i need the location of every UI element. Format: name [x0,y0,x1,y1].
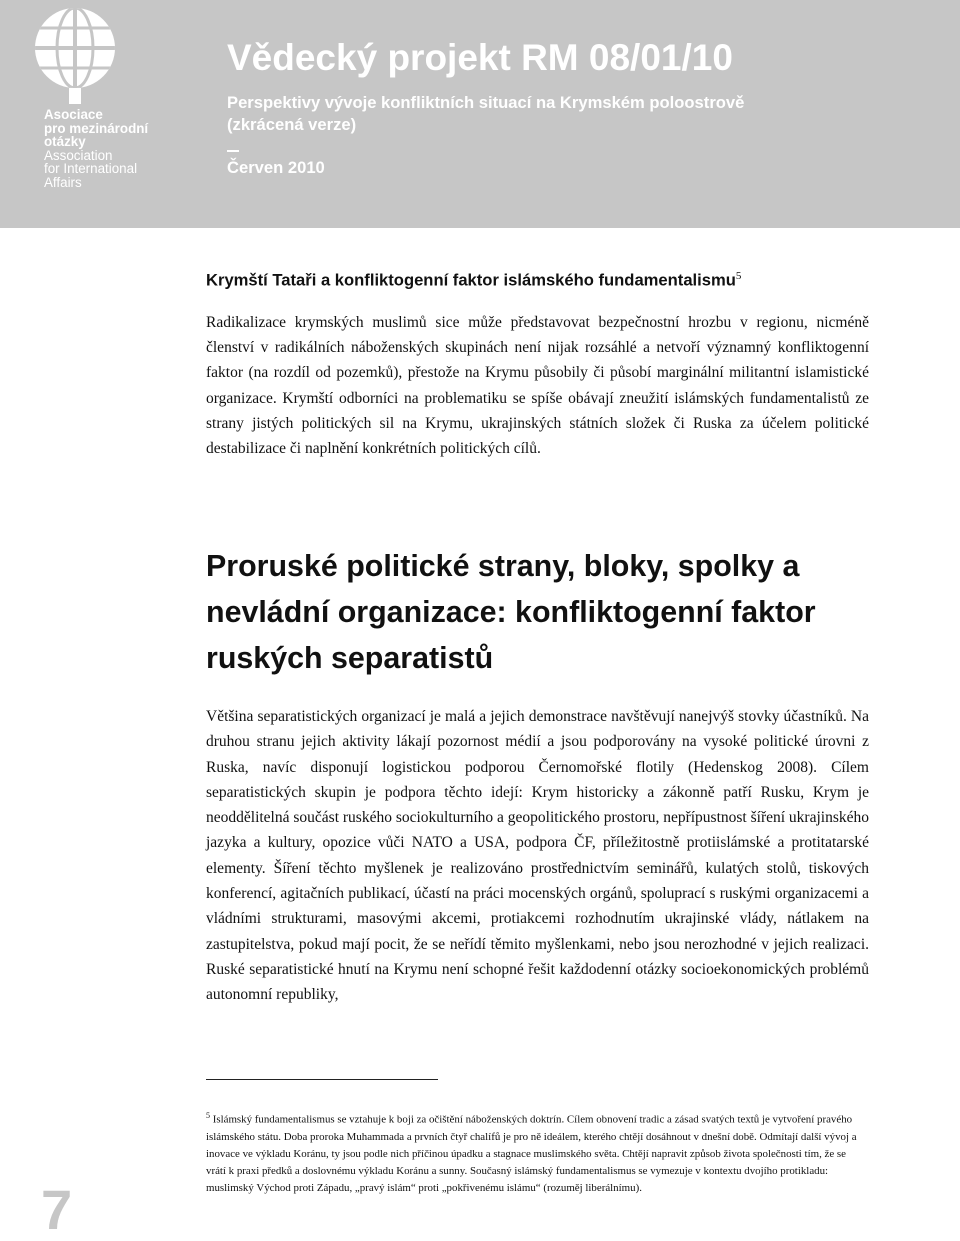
org-line: Association [44,147,113,163]
org-line: Asociace [44,107,103,122]
org-line: pro mezinárodní [44,120,149,136]
footnote [206,1107,866,1198]
header-banner [0,0,960,228]
footnote-text: Islámský fundamentalismus se vztahuje k boji za očištění náboženských doktrín. Cílem obnovení tradic a zásad svatých textů je vytvoření pravého islámského státu. Doba proroka Muhammada a prvních čtyř chalífů je pro ně ideálem, kterého chtějí dosáhnout v dnešní době. Odmítají další vývoj a inovace ve výkladu Koránu, ty jsou podle nich příčinou úpadku a stagnace muslimského světa. Chtějí napravit způsob života společnosti tím, že se vrátí k praxi předků a doslovnému výkladu Koránu a sunny. Současný islámský fundamentalismus se vymezuje v kontextu dvojího protikladu: muslimský Východ proti Západu, „pravý islám“ proti „pokřivenému islámu“ (rozuměj liberálnímu). [206,1113,857,1195]
subtitle-line: Perspektivy vývoje konfliktních situací na Krymském poloostrově [227,93,745,112]
org-logo-text [44,108,194,190]
section-2-paragraph: Většina separatistických organizací je malá a jejich demonstrace navštěvují nanejvýš stovky účastníků. Na druhou stranu jejich aktivity lákají pozornost médií a jsou podporovány na vysoké politické úrovni z Ruska, navíc disponují logistickou podporou Černomořské flotily (Hedenskog 2008). Cílem separatistických skupin je podpora těchto idejí: Krym historicky a zákonně patří Rusku, Krym je neoddělitelná součást ruského sociokulturního a geopolitického prostoru, nepřípustnost šíření ukrajinského jazyka a kultury, opozice vůči NATO a USA, podpora ČF, příležitostně protiislámské a protitatarské elementy. Šíření těchto myšlenek je realizováno prostřednictvím seminářů, kulatých stolů, tiskových konferencí, agitačních publikací, účastí na práci mocenských orgánů, spoluprací s ruskými organizacemi a vládními strukturami, masovými akcemi, protiakcemi rozhodnutím ukrajinské vlády, nátlakem na zastupitelstva, pokud mají pocit, že se neřídí těmito myšlenkami, nebo jsou nerozhodné v jejich realizaci. Ruské separatistické hnutí na Krymu není schopné řešit každodenní otázky socioekonomických problémů autonomní republiky, [206,708,869,1004]
footnote-reference[interactable]: 5 [735,270,742,282]
section-1-paragraph: Radikalizace krymských muslimů sice může představovat bezpečnostní hrozbu v regionu, nicméně členství v radikálních náboženských skupinách není nijak rozsáhlé a netvoří významný konfliktogenní faktor (na rozdíl od pozemků), přestože na Krymu působily či působí marginální militantní islamistické organizace. Krymští odborníci na problematiku se spíše obávají zneužití islámských fundamentalistů ze strany jistých politických sil na Krymu, ukrajinských státních složek či Ruska za účelem politické destabilizace či naplnění konkrétních politických cílů. [206,314,869,458]
footnote-separator [206,1079,438,1080]
project-title: Vědecký projekt RM 08/01/10 [227,37,733,78]
project-subtitle [227,92,744,136]
org-line: for International [44,161,138,177]
footnote-number: 5 [206,1111,210,1120]
subtitle-line: (zkrácená verze) [227,115,357,134]
org-line: otázky [44,134,86,150]
globe-logo-icon [34,4,116,104]
section-1-heading [206,264,741,293]
publication-date: Červen 2010 [227,158,325,177]
page-number: 7 [41,1178,73,1241]
header-dash [227,150,239,152]
section-2-heading: Proruské politické strany, bloky, spolky a nevládní organizace: konfliktogenní faktor ruských separatistů [206,549,816,675]
org-line: Affairs [44,174,82,190]
section-1-heading-text: Krymští Tataři a konfliktogenní faktor islámského fundamentalismu [206,270,736,290]
